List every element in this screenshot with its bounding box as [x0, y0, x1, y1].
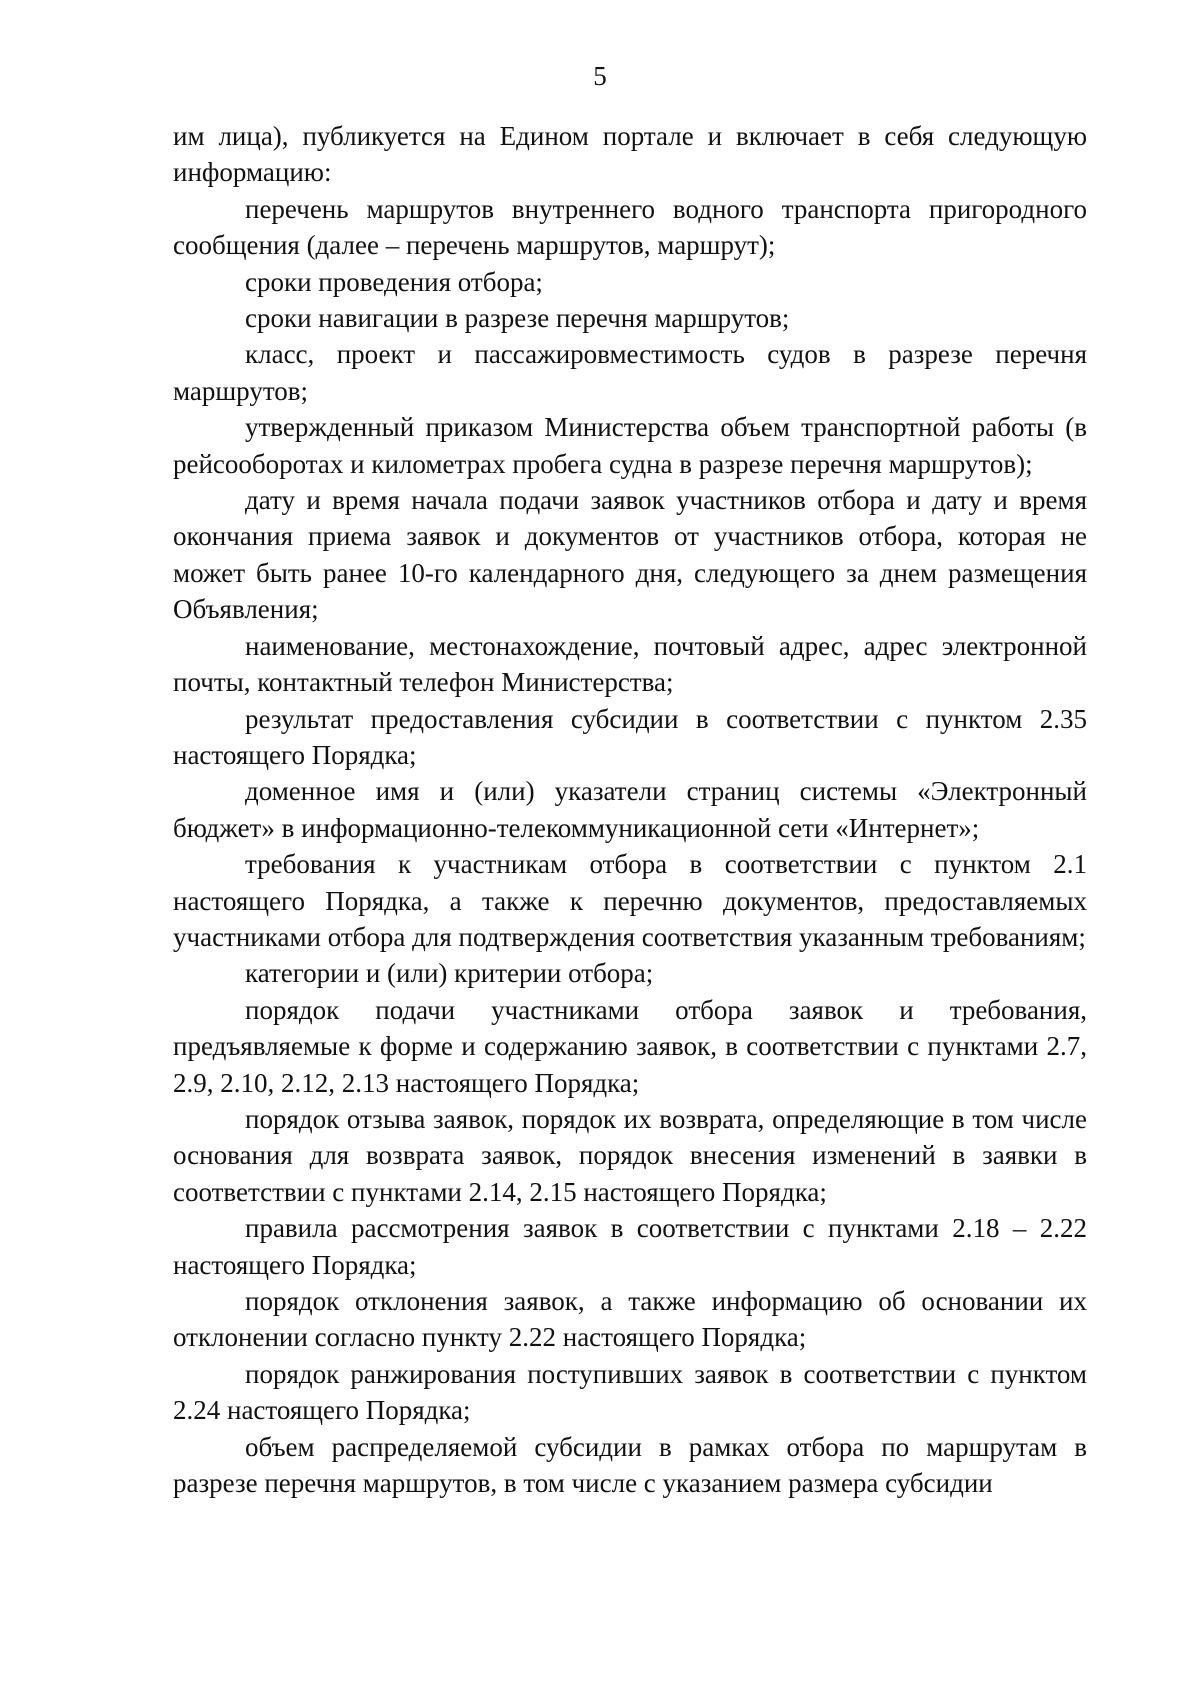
paragraph-ranking-procedure: порядок ранжирования поступивших заявок в соответствии с пунктом 2.24 настоящего Порядка;: [173, 1358, 1087, 1426]
paragraph-review-rules: правила рассмотрения заявок в соответствии с пунктами 2.18 – 2.22 настоящего Порядка;: [173, 1213, 1087, 1280]
page-number: 5: [593, 61, 607, 91]
paragraph-intro-continuation: им лица), публикуется на Едином портале и включает в себя следующую информацию:: [173, 121, 1087, 188]
paragraph-transport-volume: утвержденный приказом Министерства объем транспортной работы (в рейсооборотах и километрах пробега судна в разрезе перечня маршрутов);: [173, 412, 1087, 479]
paragraph-vessel-class: класс, проект и пассажировместимость судов в разрезе перечня маршрутов;: [173, 339, 1087, 406]
paragraph-selection-dates: сроки проведения отбора;: [245, 266, 543, 297]
paragraph-application-dates: дату и время начала подачи заявок участников отбора и дату и время окончания приема заявок и документов от участников отбора, которая не может быть ранее 10-го календарного дня, следующего за днем размещения Объявления;: [173, 485, 1087, 625]
paragraph-subsidy-volume: объем распределяемой субсидии в рамках отбора по маршрутам в разрезе перечня маршрутов, в том числе с указанием размера субсидии: [173, 1431, 1087, 1499]
paragraph-routes-list: перечень маршрутов внутреннего водного транспорта пригородного сообщения (далее – перечень маршрутов, маршрут);: [173, 193, 1087, 261]
paragraph-domain-name: доменное имя и (или) указатели страниц системы «Электронный бюджет» в информационно-телекоммуникационной сети «Интернет»;: [173, 776, 1087, 843]
paragraph-ministry-contacts: наименование, местонахождение, почтовый адрес, адрес электронной почты, контактный телефон Министерства;: [173, 630, 1087, 698]
paragraph-navigation-dates: сроки навигации в разрезе перечня маршрутов;: [245, 303, 790, 334]
document-body: [173, 118, 1087, 1501]
paragraph-withdrawal-procedure: порядок отзыва заявок, порядок их возврата, определяющие в том числе основания для возврата заявок, порядок внесения изменений в заявки в соответствии с пунктами 2.14, 2.15 настоящего Порядка;: [173, 1103, 1087, 1207]
paragraph-participant-requirements: требования к участникам отбора в соответствии с пунктом 2.1 настоящего Порядка, а также к перечню документов, предоставляемых участниками отбора для подтверждения соответствия указанным требованиям;: [173, 849, 1087, 952]
paragraph-rejection-procedure: порядок отклонения заявок, а также информацию об основании их отклонении согласно пункту 2.22 настоящего Порядка;: [173, 1286, 1087, 1353]
paragraph-selection-criteria: категории и (или) критерии отбора;: [245, 958, 654, 989]
paragraph-submission-procedure: порядок подачи участниками отбора заявок и требования, предъявляемые к форме и содержанию заявок, в соответствии с пунктами 2.7, 2.9, 2.10, 2.12, 2.13 настоящего Порядка;: [173, 994, 1087, 1098]
paragraph-subsidy-result: результат предоставления субсидии в соответствии с пунктом 2.35 настоящего Порядка;: [173, 703, 1087, 770]
